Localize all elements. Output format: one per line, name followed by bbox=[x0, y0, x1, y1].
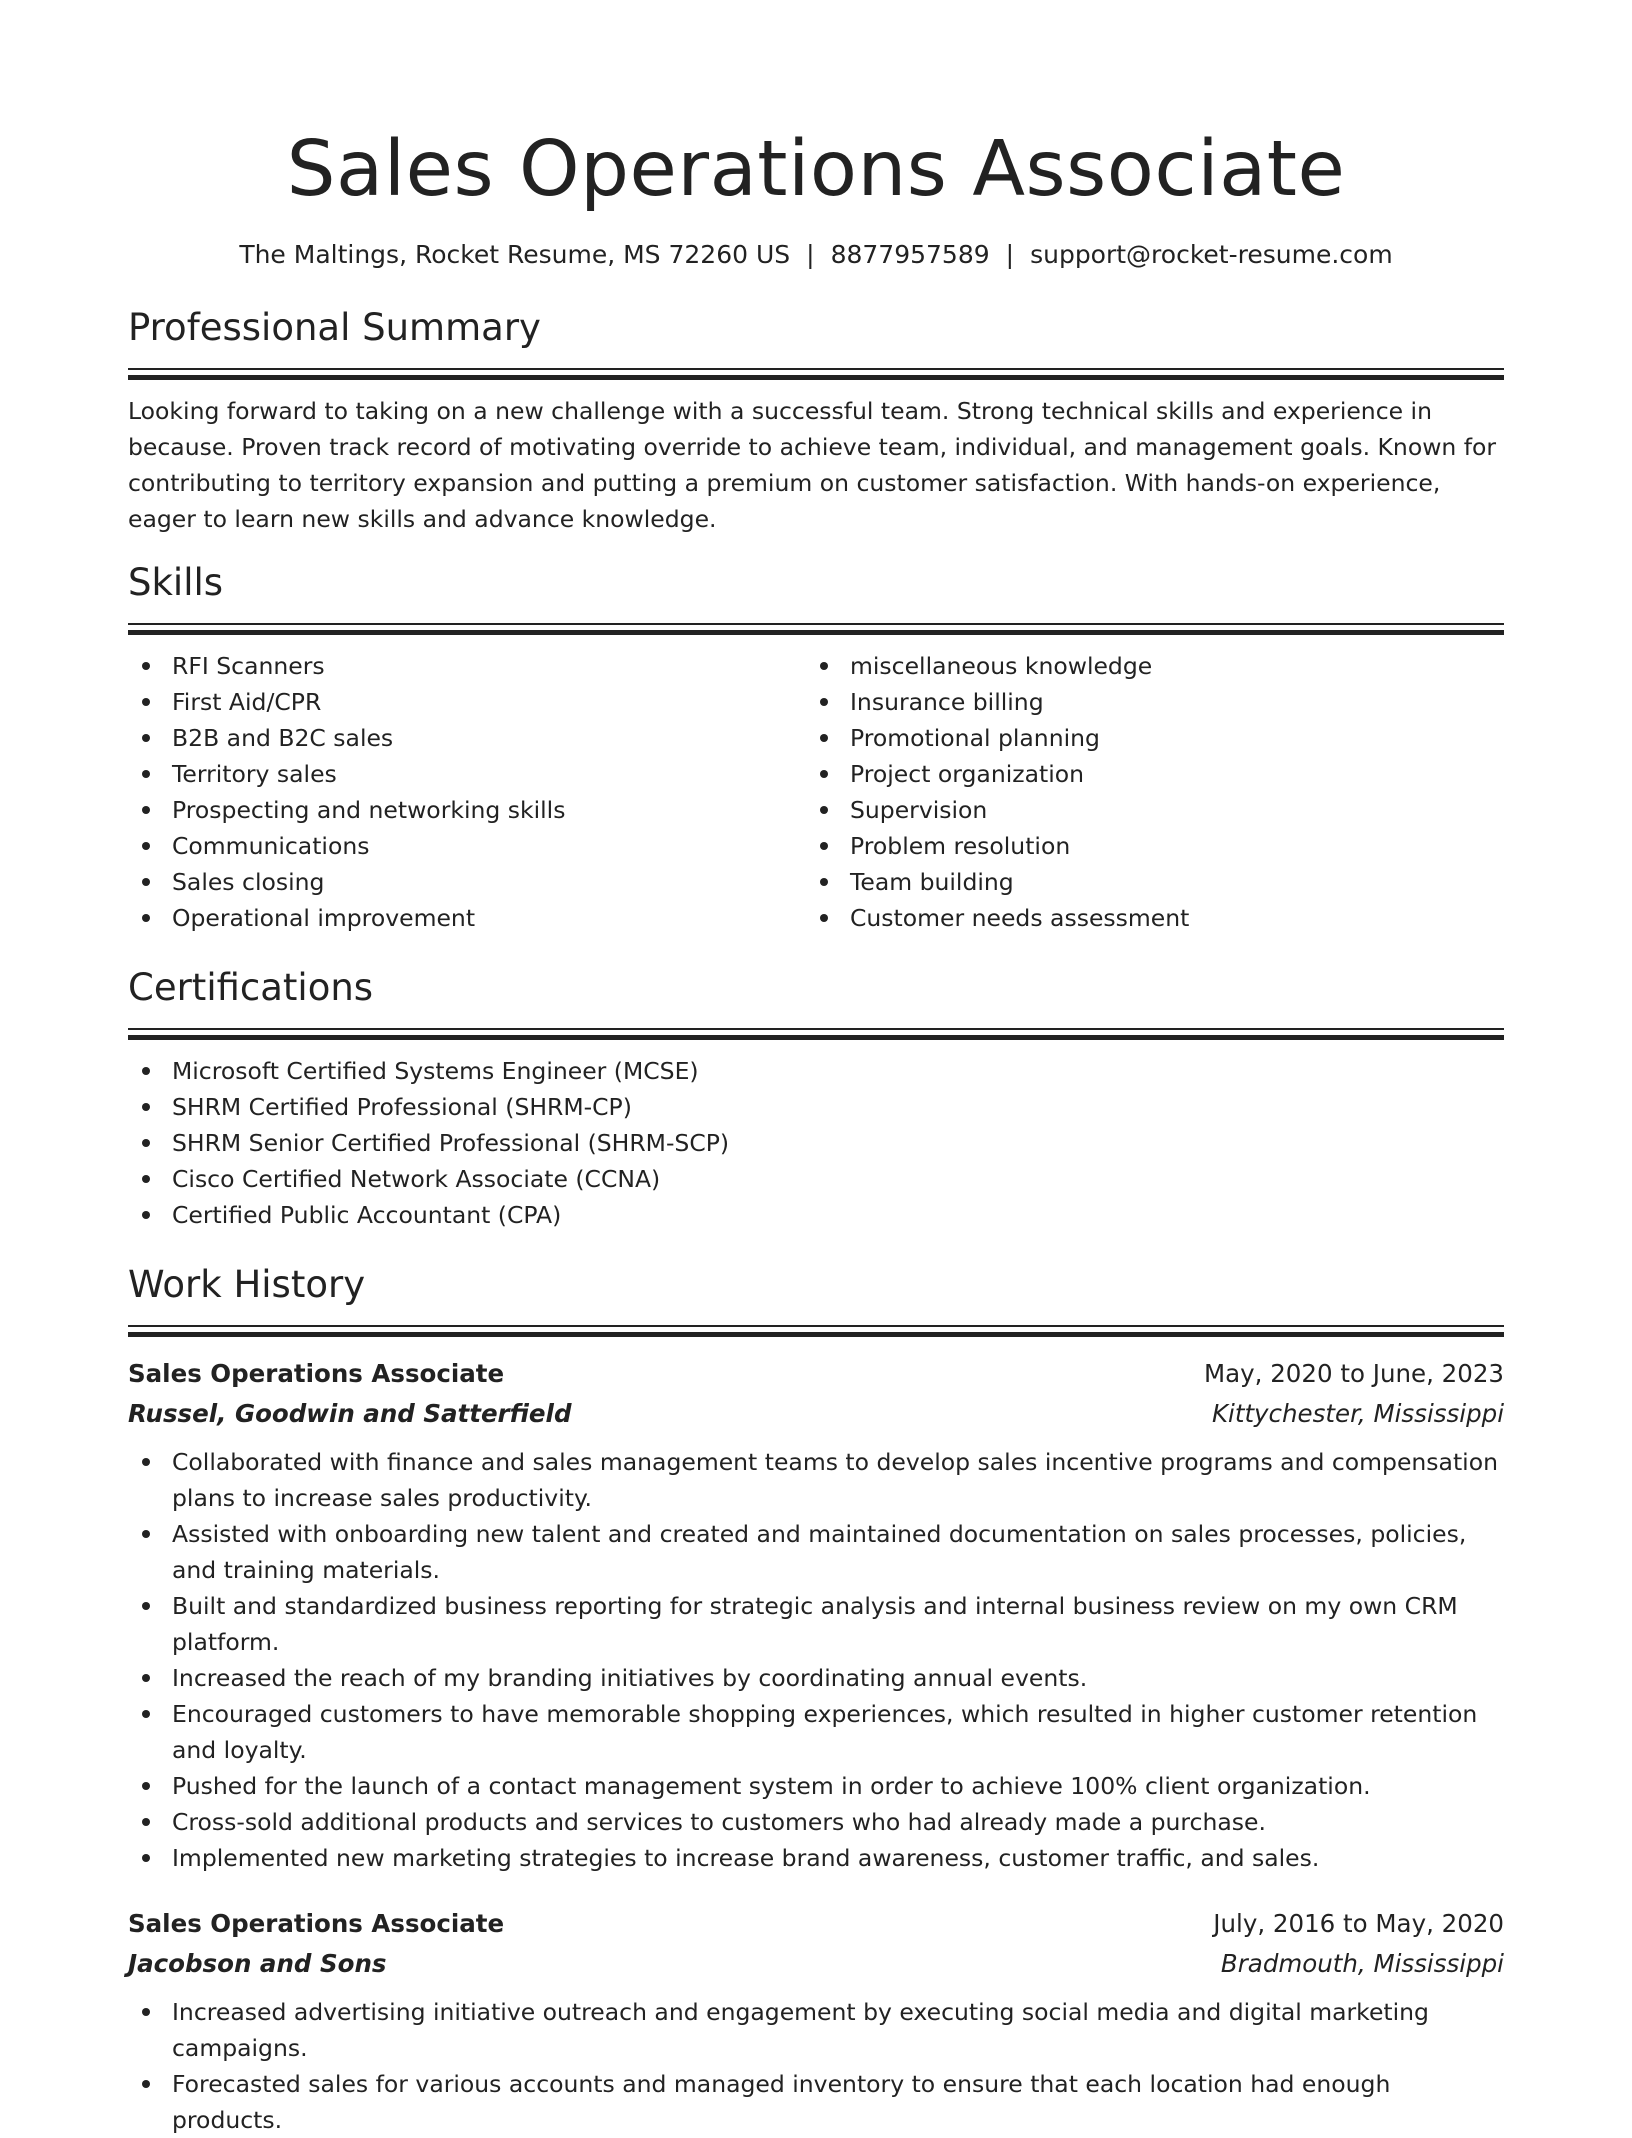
skill-item: Promotional planning bbox=[806, 720, 1484, 756]
certification-item: SHRM Senior Certified Professional (SHRM-SCP) bbox=[128, 1125, 1504, 1161]
job-bullet: Encouraged customers to have memorable shopping experiences, which resulted in higher customer retention and loyalty. bbox=[128, 1696, 1504, 1768]
job-bullet: Forecasted sales for various accounts and managed inventory to ensure that each location had enough products. bbox=[128, 2066, 1504, 2138]
contact-separator: | bbox=[1005, 240, 1015, 269]
certification-item: Certified Public Accountant (CPA) bbox=[128, 1197, 1504, 1233]
skills-column-left bbox=[128, 648, 806, 936]
skill-item: B2B and B2C sales bbox=[128, 720, 806, 756]
skill-item: Communications bbox=[128, 828, 806, 864]
job-title: Sales Operations Associate bbox=[128, 1359, 505, 1388]
skill-item: Prospecting and networking skills bbox=[128, 792, 806, 828]
job-entry bbox=[128, 1354, 1504, 1876]
job-bullet: Built and standardized business reporting for strategic analysis and internal business review on my own CRM platform. bbox=[128, 1588, 1504, 1660]
skill-item: Team building bbox=[806, 864, 1484, 900]
section-title-certifications: Certifications bbox=[128, 966, 374, 1009]
job-company: Jacobson and Sons bbox=[128, 1949, 387, 1978]
skills-grid bbox=[128, 648, 1504, 936]
contact-phone: 8877957589 bbox=[830, 240, 990, 269]
job-location: Bradmouth, Mississippi bbox=[1220, 1949, 1504, 1978]
skill-item: Sales closing bbox=[128, 864, 806, 900]
skill-item: Insurance billing bbox=[806, 684, 1484, 720]
summary-text: Looking forward to taking on a new challenge with a successful team. Strong technical skills and experience in because. Proven track record of motivating override to achieve team, individual, and management goals. Known for contributing to territory expansion and putting a premium on customer satisfaction. With hands-on experience, eager to learn new skills and advance knowledge. bbox=[128, 397, 1497, 533]
job-bullet: Increased advertising initiative outreach and engagement by executing social media and digital marketing campaigns. bbox=[128, 1994, 1504, 2066]
section-divider bbox=[128, 1325, 1504, 1338]
skill-item: Project organization bbox=[806, 756, 1484, 792]
contact-separator: | bbox=[806, 240, 815, 269]
job-header-row bbox=[128, 1904, 1504, 1944]
job-bullet: Collaborated with finance and sales management teams to develop sales incentive programs and compensation plans to increase sales productivity. bbox=[128, 1444, 1504, 1516]
job-header-row bbox=[128, 1354, 1504, 1394]
section-divider bbox=[128, 1028, 1504, 1041]
certification-item: Microsoft Certified Systems Engineer (MCSE) bbox=[128, 1053, 1504, 1089]
skill-item: Supervision bbox=[806, 792, 1484, 828]
job-company-row bbox=[128, 1394, 1504, 1434]
job-location: Kittychester, Mississippi bbox=[1211, 1399, 1504, 1428]
skill-item: First Aid/CPR bbox=[128, 684, 806, 720]
section-title-work-history: Work History bbox=[128, 1263, 366, 1306]
skill-item: Problem resolution bbox=[806, 828, 1484, 864]
contact-email: support@rocket-resume.com bbox=[1030, 240, 1393, 269]
resume-page bbox=[128, 0, 1504, 2138]
resume-name: Sales Operations Associate bbox=[286, 125, 1346, 214]
certifications-list bbox=[128, 1053, 1504, 1233]
certification-item: Cisco Certified Network Associate (CCNA) bbox=[128, 1161, 1504, 1197]
skill-item: Customer needs assessment bbox=[806, 900, 1484, 936]
job-bullet: Increased the reach of my branding initiatives by coordinating annual events. bbox=[128, 1660, 1504, 1696]
section-title-skills: Skills bbox=[128, 561, 224, 604]
job-bullet: Cross-sold additional products and services to customers who had already made a purchase. bbox=[128, 1804, 1504, 1840]
certifications-section bbox=[128, 964, 1504, 1233]
job-bullet: Assisted with onboarding new talent and created and maintained documentation on sales processes, policies, and training materials. bbox=[128, 1516, 1504, 1588]
skill-item: RFI Scanners bbox=[128, 648, 806, 684]
job-dates: July, 2016 to May, 2020 bbox=[1213, 1909, 1504, 1938]
section-title-summary: Professional Summary bbox=[128, 306, 541, 349]
contact-line bbox=[128, 238, 1504, 272]
section-divider bbox=[128, 623, 1504, 636]
job-bullet: Pushed for the launch of a contact management system in order to achieve 100% client organization. bbox=[128, 1768, 1504, 1804]
job-dates: May, 2020 to June, 2023 bbox=[1203, 1359, 1504, 1388]
summary-section bbox=[128, 304, 1504, 537]
skills-column-right bbox=[806, 648, 1484, 936]
job-bullets bbox=[128, 1994, 1504, 2138]
job-entry bbox=[128, 1904, 1504, 2138]
job-bullets bbox=[128, 1444, 1504, 1876]
skill-item: Territory sales bbox=[128, 756, 806, 792]
job-bullet: Implemented new marketing strategies to increase brand awareness, customer traffic, and sales. bbox=[128, 1840, 1504, 1876]
section-divider bbox=[128, 368, 1504, 381]
job-company: Russel, Goodwin and Satterfield bbox=[128, 1399, 572, 1428]
skill-item: miscellaneous knowledge bbox=[806, 648, 1484, 684]
skills-section bbox=[128, 559, 1504, 936]
job-company-row bbox=[128, 1944, 1504, 1984]
certification-item: SHRM Certified Professional (SHRM-CP) bbox=[128, 1089, 1504, 1125]
job-title: Sales Operations Associate bbox=[128, 1909, 505, 1938]
skill-item: Operational improvement bbox=[128, 900, 806, 936]
contact-address: The Maltings, Rocket Resume, MS 72260 US bbox=[239, 240, 791, 269]
work-history-section bbox=[128, 1261, 1504, 2138]
